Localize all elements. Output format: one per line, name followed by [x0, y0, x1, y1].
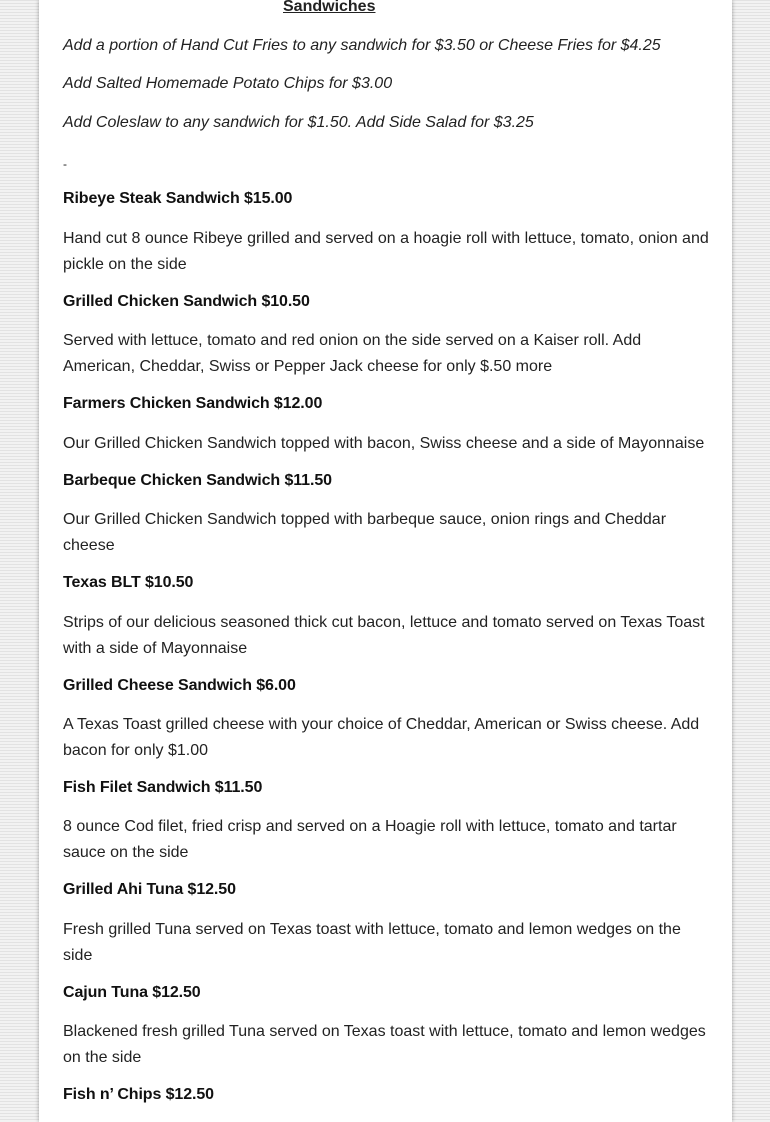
- menu-item-description: Served with lettuce, tomato and red onion on the side served on a Kaiser roll. Add American, Cheddar, Swiss or Pepper Jack cheese for only $.50 more: [63, 332, 642, 375]
- section-title: Sandwiches: [283, 0, 376, 15]
- menu-item-name: Grilled Ahi Tuna $12.50: [63, 881, 236, 898]
- add-fries-note: Add a portion of Hand Cut Fries to any sandwich for $3.50 or Cheese Fries for $4.25: [63, 37, 661, 54]
- menu-item-name: Texas BLT $10.50: [63, 574, 194, 591]
- menu-item-name: Cajun Tuna $12.50: [63, 984, 201, 1001]
- menu-item-description: Blackened fresh grilled Tuna served on Texas toast with lettuce, tomato and lemon wedges on the side: [63, 1023, 706, 1066]
- menu-item-name: Fish Filet Sandwich $11.50: [63, 779, 263, 796]
- menu-item-name: Barbeque Chicken Sandwich $11.50: [63, 472, 332, 489]
- menu-item-description: Our Grilled Chicken Sandwich topped with bacon, Swiss cheese and a side of Mayonnaise: [63, 435, 705, 452]
- menu-item-description: Fresh grilled Tuna served on Texas toast with lettuce, tomato and lemon wedges on the side: [63, 921, 681, 964]
- menu-item-name: Grilled Chicken Sandwich $10.50: [63, 293, 310, 310]
- menu-item-description: A Texas Toast grilled cheese with your choice of Cheddar, American or Swiss cheese. Add bacon for only $1.00: [63, 716, 700, 759]
- menu-item-description: 8 ounce Cod filet, fried crisp and served on a Hoagie roll with lettuce, tomato and tartar sauce on the side: [63, 818, 677, 861]
- menu-item-name: Ribeye Steak Sandwich $15.00: [63, 190, 293, 207]
- menu-item-description: Strips of our delicious seasoned thick cut bacon, lettuce and tomato served on Texas Toast with a side of Mayonnaise: [63, 614, 705, 657]
- menu-item-description: Our Grilled Chicken Sandwich topped with barbeque sauce, onion rings and Cheddar cheese: [63, 511, 667, 554]
- separator-dash: -: [63, 157, 67, 171]
- menu-item-name: Grilled Cheese Sandwich $6.00: [63, 677, 296, 694]
- menu-item-name: Fish n’ Chips $12.50: [63, 1086, 214, 1103]
- add-coleslaw-note: Add Coleslaw to any sandwich for $1.50. Add Side Salad for $3.25: [63, 114, 534, 131]
- menu-item-description: Hand cut 8 ounce Ribeye grilled and served on a hoagie roll with lettuce, tomato, onion and pickle on the side: [63, 230, 709, 273]
- menu-item-name: Farmers Chicken Sandwich $12.00: [63, 395, 323, 412]
- add-chips-note: Add Salted Homemade Potato Chips for $3.00: [63, 75, 393, 92]
- menu-page: [39, 0, 732, 1122]
